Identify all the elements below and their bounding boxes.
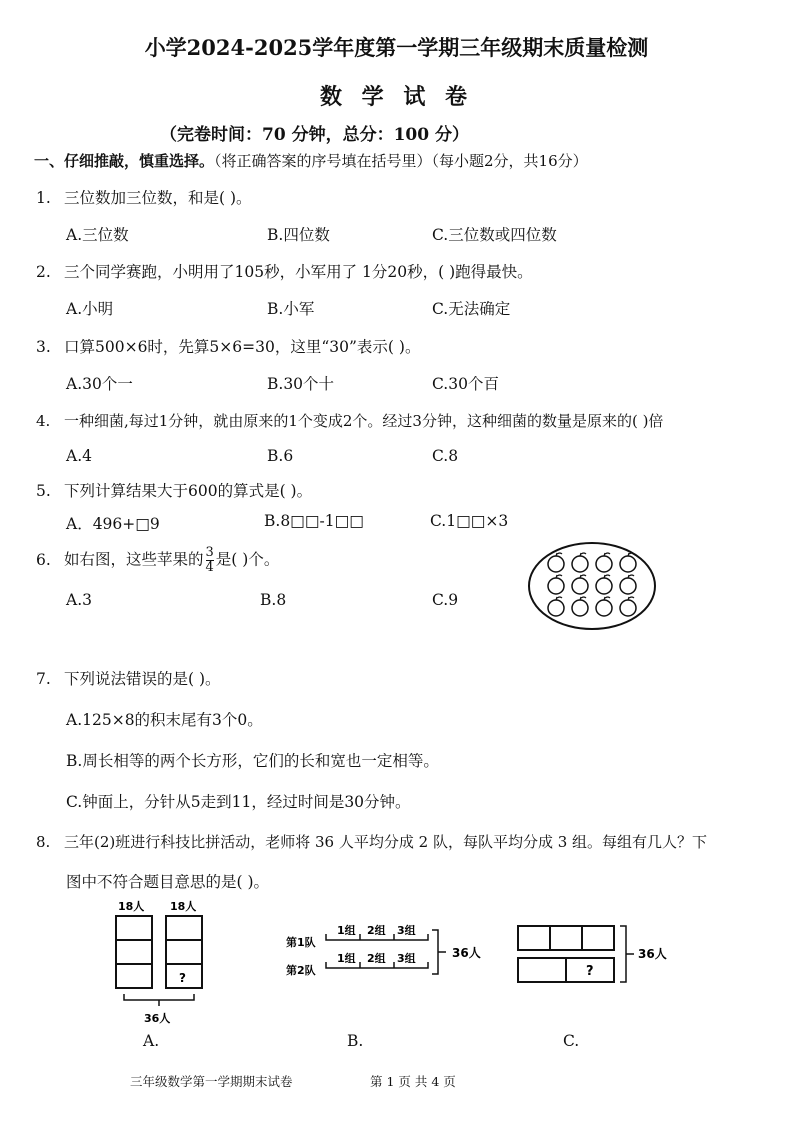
diagram-c-total-label: 36人 [638,947,667,961]
q5-option-c: C.1□□×3 [430,512,509,530]
diagram-a-right-label: 18人 [170,900,197,913]
question-text: 如右图，这些苹果的 [64,550,204,569]
diagram-b-group-label: 3组 [397,952,416,965]
diagram-b-total-label: 36人 [452,946,481,960]
q5-option-a: A．496+□9 [66,515,160,533]
q7-option-b: B.周长相等的两个长方形，它们的长和宽也一定相等。 [66,752,439,770]
question-text: 三位数加三位数，和是( )。 [64,189,252,207]
section-heading [34,150,588,171]
q1-option-a: A.三位数 [66,226,129,244]
diagram-b-brace [432,930,446,974]
diagram-c-top-bar [518,926,614,950]
question-5 [36,479,312,501]
q4-option-a: A.4 [66,447,92,465]
q4-option-c: C.8 [432,447,459,465]
question-text: 下列计算结果大于600的算式是( )。 [64,482,313,500]
q2-option-b: B.小军 [267,300,315,318]
diagram-b-team2: 第2队 [286,964,316,977]
diagram-b-group-label: 2组 [367,924,386,937]
apple-icon [572,597,588,616]
question-number: 1. [36,189,51,207]
question-text: 口算500×6时，先算5×6=30，这里“30”表示( )。 [64,338,421,356]
apple-icon [548,597,564,616]
diagram-b-group-label: 3组 [397,924,416,937]
question-number: 7. [36,670,51,688]
diagram-a-question-mark: ? [179,971,186,985]
exam-subtitle: 数 学 试 卷 [320,84,473,110]
diagram-c [514,922,674,988]
apple-icon [596,597,612,616]
question-text: 是( )个。 [215,550,280,569]
question-8 [36,831,707,852]
question-6 [36,546,279,575]
q1-option-c: C.三位数或四位数 [432,226,557,244]
diagram-a-brace [124,994,194,1006]
q2-option-c: C.无法确定 [432,300,511,318]
q7-option-c: C.钟面上，分针从5走到11，经过时间是30分钟。 [66,793,411,811]
apple-icon [620,553,636,572]
question-2 [36,260,533,282]
apple-icon [548,553,564,572]
diagram-a-left-label: 18人 [118,900,145,913]
q6-option-a: A.3 [66,591,92,609]
diagram-c-brace [620,926,634,982]
fraction-three-quarters [206,546,214,575]
q5-option-b: B.8□□-1□□ [264,512,364,530]
q3-option-a: A.30个一 [66,375,133,393]
q8-option-c: C. [563,1032,580,1050]
q4-option-b: B.6 [267,447,294,465]
question-1 [36,186,252,208]
q3-option-c: C.30个百 [432,375,499,393]
q8-option-a: A. [143,1032,160,1050]
question-number: 6. [36,550,51,569]
question-number: 4. [36,412,51,430]
diagram-b-group-label: 1组 [337,952,356,965]
q2-option-a: A.小明 [66,300,114,318]
question-number: 2. [36,263,51,281]
fraction-numerator: 3 [205,545,214,560]
fraction-denominator: 4 [205,560,214,575]
question-number: 5. [36,482,51,500]
diagram-a-total-label: 36人 [144,1012,171,1025]
question-number: 8. [36,833,51,851]
apple-icon [572,553,588,572]
apple-group [548,553,636,616]
footer-page: 第 1 页 共 4 页 [370,1074,456,1089]
section-note: （将正确答案的序号填在括号里）（每小题2分，共16分） [214,152,588,170]
apples-figure [526,540,658,632]
question-3 [36,335,420,357]
section-title: 一、仔细推敲，慎重选择。 [34,152,215,170]
diagram-a [106,896,216,1031]
q8-option-b: B. [347,1032,364,1050]
apple-icon [572,575,588,594]
question-7 [36,667,221,689]
q1-option-b: B.四位数 [267,226,330,244]
apple-icon [620,575,636,594]
question-text: 一种细菌,每过1分钟，就由原来的1个变成2个。经过3分钟，这种细菌的数量是原来的( )倍 [64,412,664,430]
diagram-b-group-label: 1组 [337,924,356,937]
apple-icon [620,597,636,616]
diagram-b-team1: 第1队 [286,936,316,949]
diagram-b-group-label: 2组 [367,952,386,965]
diagram-a-left-column [116,916,152,988]
exam-info: （完卷时间：70 分钟，总分：100 分） [160,125,469,145]
diagram-c-question-mark: ? [586,964,594,979]
question-number: 3. [36,338,51,356]
q6-option-b: B.8 [260,591,287,609]
q6-option-c: C.9 [432,591,459,609]
apple-icon [596,575,612,594]
question-text: 下列说法错误的是( )。 [64,670,221,688]
apple-icon [596,553,612,572]
footer-title: 三年级数学第一学期期末试卷 [130,1074,293,1089]
question-8-line2: 图中不符合题目意思的是( )。 [66,873,270,891]
exam-title: 小学2024-2025学年度第一学期三年级期末质量检测 [144,35,649,60]
apple-icon [548,575,564,594]
q7-option-a: A.125×8的积末尾有3个0。 [66,711,263,729]
question-text: 三年(2)班进行科技比拼活动，老师将 36 人平均分成 2 队，每队平均分成 3 组。每组有几人？下 [64,833,708,851]
diagram-b [282,918,492,982]
question-4 [36,410,663,431]
q3-option-b: B.30个十 [267,375,335,393]
question-text: 三个同学赛跑，小明用了105秒，小军用了 1分20秒，( )跑得最快。 [64,263,533,281]
